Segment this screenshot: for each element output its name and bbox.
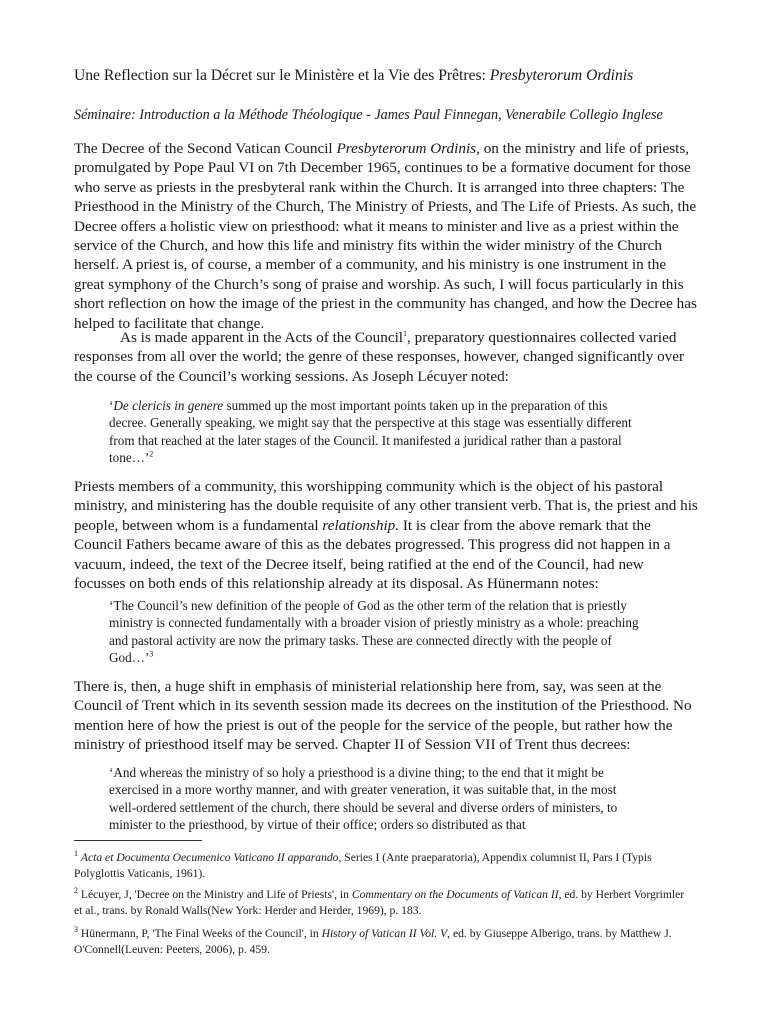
- footnote-1: $^1$ Acta et Documenta Oecumenico Vaticano II apparando, Series I (Ante praeparatoria), Appendix columnist II, Pars I (Typis Polyglottis Vaticanis, 1961).: [74, 849, 652, 880]
- block-quote-lecuyer: ‘De clericis in genere summed up the most important points taken up in the preparation of this decree. Generally speaking, we might say that the perspective at this stage was essentially different from that reached at the later stages of the Council. It manifested a juridical rather than a pastoral tone…’$^2$: [109, 398, 632, 466]
- document-subtitle: Séminaire: Introduction a la Méthode Théologique - James Paul Finnegan, Venerabile Collegio Inglese: [74, 107, 663, 123]
- footnote-divider: [74, 840, 202, 841]
- paragraph-community: Priests members of a community, this worshipping community which is the object of his pastoral ministry, and ministering has the double requisite of any other transient verb. That is, the priest and his people, between whom is a fundamental relationship. It is clear from the above remark that the Council Fathers became aware of this as the debates progressed. This progress did not happen in a vacuum, indeed, the text of the Decree itself, being ratified at the end of the Council, had new focusses on both ends of this relationship already at its disposal. As Hünermann notes:: [74, 478, 698, 593]
- footnote-ref-1: 1: [403, 328, 408, 338]
- document-title: [74, 66, 734, 86]
- paragraph-acts: As is made apparent in the Acts of the Council$^1$, preparatory questionnaires collected varied responses from all over the world; the genre of these responses, however, changed significantly over the course of the Council’s working sessions. As Joseph Lécuyer noted:: [74, 328, 685, 385]
- block-quote-trent: ‘And whereas the ministry of so holy a priesthood is a divine thing; to the end that it might be exercised in a more worthy manner, and with greater veneration, it was suitable that, in the most well-ordered settlement of the church, there should be several and diverse orders of ministers, to minister to the priesthood, by virtue of their office; orders so distributed as that: [109, 765, 618, 833]
- footnote-ref-2: 2: [149, 449, 154, 459]
- footnote-ref-3: 3: [149, 649, 154, 659]
- paragraph-trent: There is, then, a huge shift in emphasis of ministerial relationship here from, say, was seen at the Council of Trent which in its seventh session made its decrees on the institution of the Priesthood. No mention here of how the priest is out of the people for the service of the people, but rather how the ministry of priesthood itself may be served. Chapter II of Session VII of Trent thus decrees:: [74, 678, 692, 754]
- paragraph-intro: The Decree of the Second Vatican Council Presbyterorum Ordinis, on the ministry and life of priests, promulgated by Pope Paul VI on 7th December 1965, continues to be a formative document for those who serve as priests in the presbyteral rank within the Church. It is arranged into three chapters: The Priesthood in the Ministry of the Church, The Ministry of Priests, and The Life of Priests. As such, the Decree offers a holistic view on priesthood: what it means to minister and live as a priest within the service of the Church, and how this life and ministry fits within the wider ministry of the Church herself. A priest is, of course, a member of a community, and his ministry is one instrument in the great symphony of the Church’s song of praise and worship. As such, I will focus particularly in this short reflection on how the image of the priest in the community has changed, and how the Decree has helped to facilitate that change.: [74, 140, 697, 332]
- title-text: Une Reflection sur la Décret sur le Ministère et la Vie des Prêtres:: [74, 67, 490, 84]
- title-italic: Presbyterorum Ordinis: [489, 67, 634, 84]
- footnote-2: $^2$ Lécuyer, J, 'Decree on the Ministry and Life of Priests', in Commentary on the Documents of Vatican II, ed. by Herbert Vorgrimler et al., trans. by Ronald Walls(New York: Herder and Herder, 1969), p. 183.: [74, 886, 685, 917]
- block-quote-hunermann: ‘The Council’s new definition of the people of God as the other term of the relation that is priestly ministry is connected fundamentally with a broader vision of priestly ministry as a whole: preaching and pastoral activity are now the primary tasks. These are connected directly with the people of God…’$^3$: [109, 598, 639, 666]
- footnote-3: $^3$ Hünermann, P, 'The Final Weeks of the Council', in History of Vatican II Vol. V, ed. by Giuseppe Alberigo, trans. by Matthew J. O'Connell(Leuven: Peeters, 2006), p. 459.: [74, 925, 672, 956]
